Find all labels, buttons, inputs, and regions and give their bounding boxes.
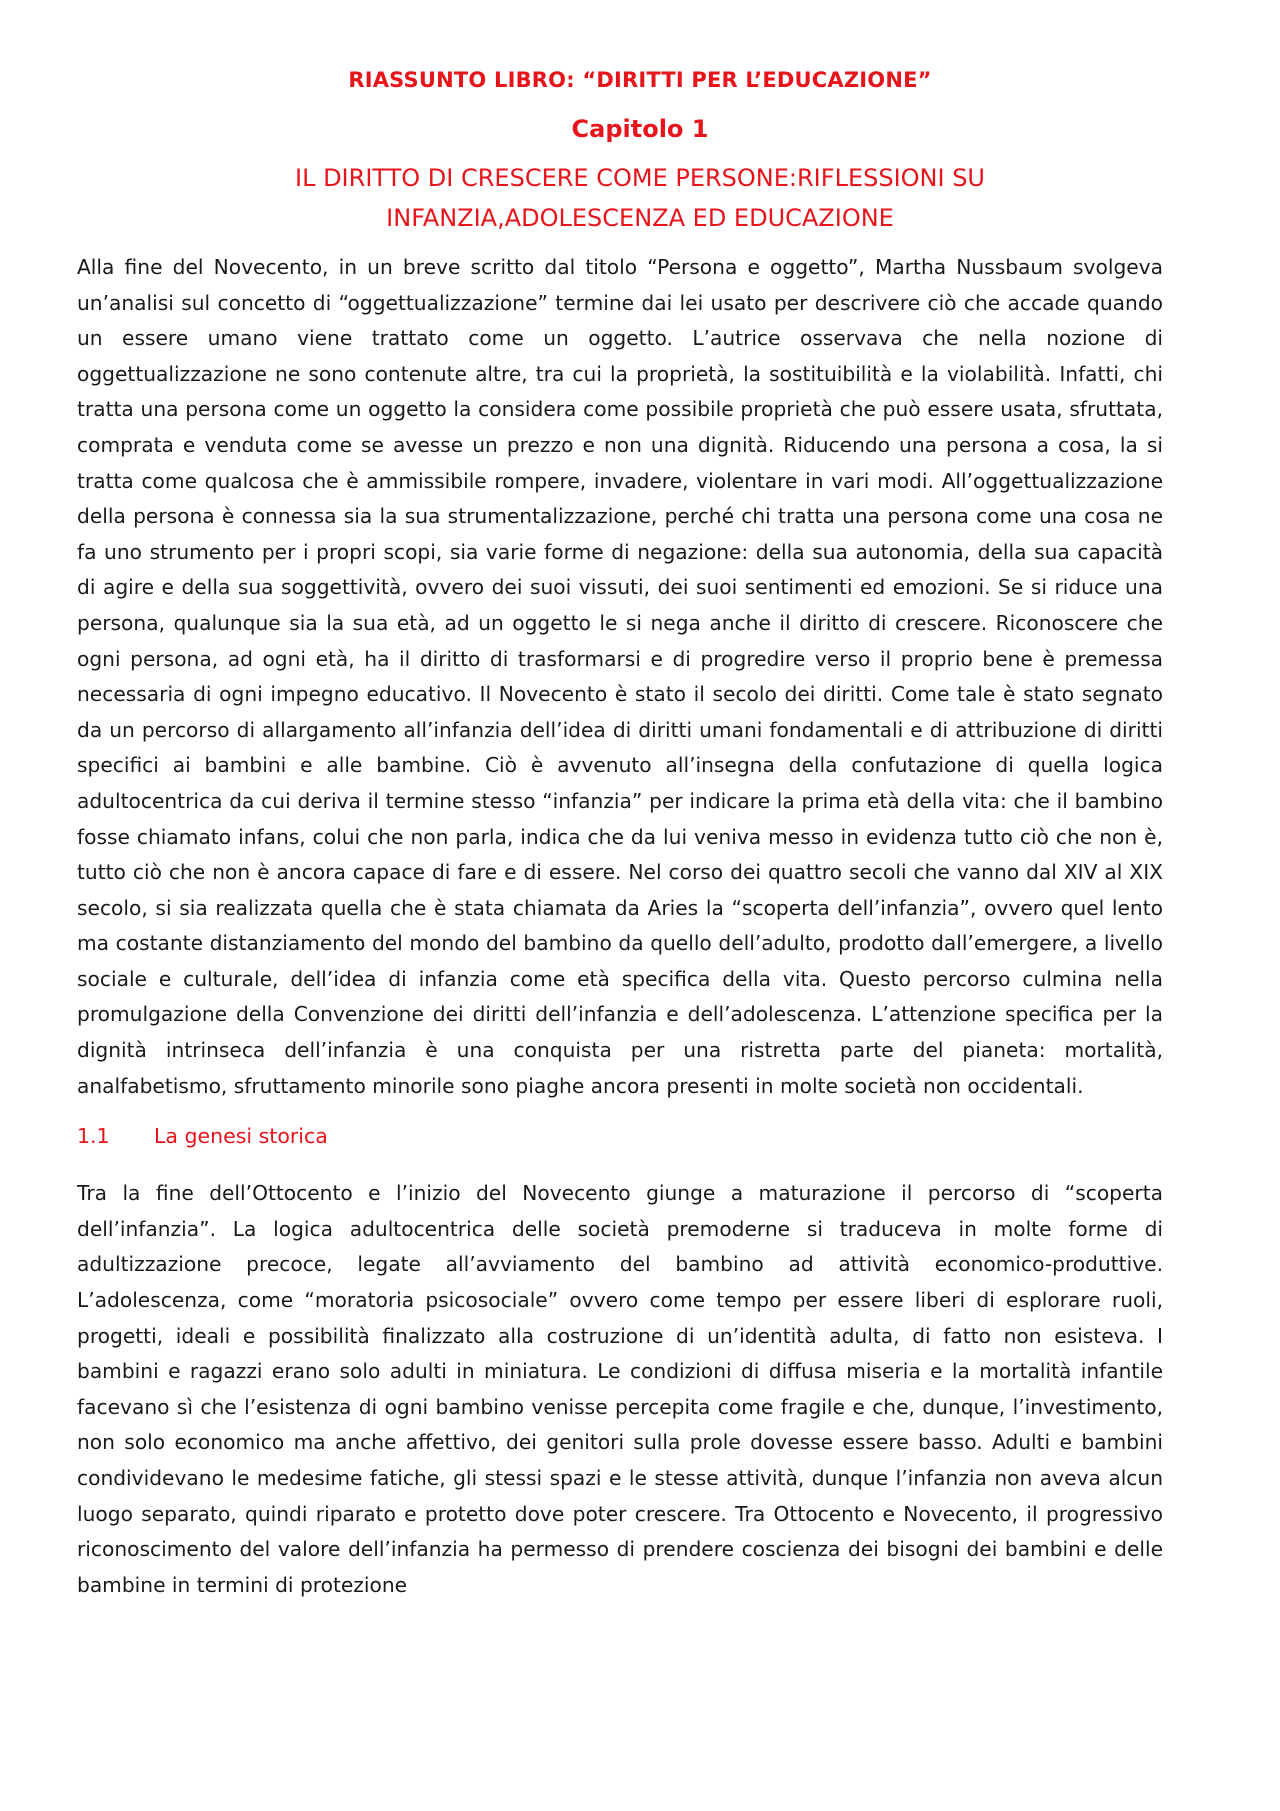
body-paragraph-2: Tra la fine dell’Ottocento e l’inizio del Novecento giunge a maturazione il percorso di “scoperta dell’infanzia”. La logica adultocentrica delle società premoderne si traduceva in molte forme di adultizzazione precoce, legate all’avviamento del bambino ad attività economico-produttive. L’adolescenza, come “moratoria psicosociale” ovvero come tempo per essere liberi di esplorare ruoli, progetti, ideali e possibilità finalizzato alla costruzione di un’identità adulta, di fatto non esisteva. I bambini e ragazzi erano solo adulti in miniatura. Le condizioni di diffusa miseria e la mortalità infantile facevano sì che l’esistenza di ogni bambino venisse percepita come fragile e che, dunque, l’investimento, non solo economico ma anche affettivo, dei genitori sulla prole dovesse essere basso. Adulti e bambini condividevano le medesime fatiche, gli stessi spazi e le stesse attività, dunque l’infanzia non aveva alcun luogo separato, quindi riparato e protetto dove poter crescere. Tra Ottocento e Novecento, il progressivo riconoscimento del valore dell’infanzia ha permesso di prendere coscienza dei bisogni dei bambini e delle bambine in termini di protezione: [77, 1181, 1163, 1597]
document-title: RIASSUNTO LIBRO: “DIRITTI PER L’EDUCAZIONE”: [348, 68, 932, 92]
chapter-title: [77, 158, 1163, 238]
body-paragraph-1: Alla fine del Novecento, in un breve scritto dal titolo “Persona e oggetto”, Martha Nussbaum svolgeva un’analisi sul concetto di “oggettualizzazione” termine dai lei usato per descrivere ciò che accade quando un essere umano viene trattato come un oggetto. L’autrice osservava che nella nozione di oggettualizzazione ne sono contenute altre, tra cui la proprietà, la sostituibilità e la violabilità. Infatti, chi tratta una persona come un oggetto la considera come possibile proprietà che può essere usata, sfruttata, comprata e venduta come se avesse un prezzo e non una dignità. Riducendo una persona a cosa, la si tratta come qualcosa che è ammissibile rompere, invadere, violentare in vari modi. All’oggettualizzazione della persona è connessa sia la sua strumentalizzazione, perché chi tratta una persona come una cosa ne fa uno strumento per i propri scopi, sia varie forme di negazione: della sua autonomia, della sua capacità di agire e della sua soggettività, ovvero dei suoi vissuti, dei suoi sentimenti ed emozioni. Se si riduce una persona, qualunque sia la sua età, ad un oggetto le si nega anche il diritto di crescere. Riconoscere che ogni persona, ad ogni età, ha il diritto di trasformarsi e di progredire verso il proprio bene è premessa necessaria di ogni impegno educativo. Il Novecento è stato il secolo dei diritti. Come tale è stato segnato da un percorso di allargamento all’infanzia dell’idea di diritti umani fondamentali e di attribuzione di diritti specifici ai bambini e alle bambine. Ciò è avvenuto all’insegna della confutazione di quella logica adultocentrica da cui deriva il termine stesso “infanzia” per indicare la prima età della vita: che il bambino fosse chiamato infans, colui che non parla, indica che da lui veniva messo in evidenza tutto ciò che non è, tutto ciò che non è ancora capace di fare e di essere. Nel corso dei quattro secoli che vanno dal XIV al XIX secolo, si sia realizzata quella che è stata chiamata da Aries la “scoperta dell’infanzia”, ovvero quel lento ma costante distanziamento del mondo del bambino da quello dell’adulto, prodotto dall’emergere, a livello sociale e culturale, dell’idea di infanzia come età specifica della vita. Questo percorso culmina nella promulgazione della Convenzione dei diritti dell’infanzia e dell’adolescenza. L’attenzione specifica per la dignità intrinseca dell’infanzia è una conquista per una ristretta parte del pianeta: mortalità, analfabetismo, sfruttamento minorile sono piaghe ancora presenti in molte società non occidentali.: [77, 255, 1163, 1098]
chapter-title-line1: IL DIRITTO DI CRESCERE COME PERSONE:RIFLESSIONI SU: [295, 164, 985, 192]
section-heading: [77, 1118, 1163, 1154]
section-title: La genesi storica: [154, 1124, 328, 1149]
section-number: 1.1: [77, 1124, 110, 1149]
chapter-label: Capitolo 1: [571, 115, 709, 143]
chapter-title-line2: INFANZIA,ADOLESCENZA ED EDUCAZIONE: [386, 204, 894, 232]
